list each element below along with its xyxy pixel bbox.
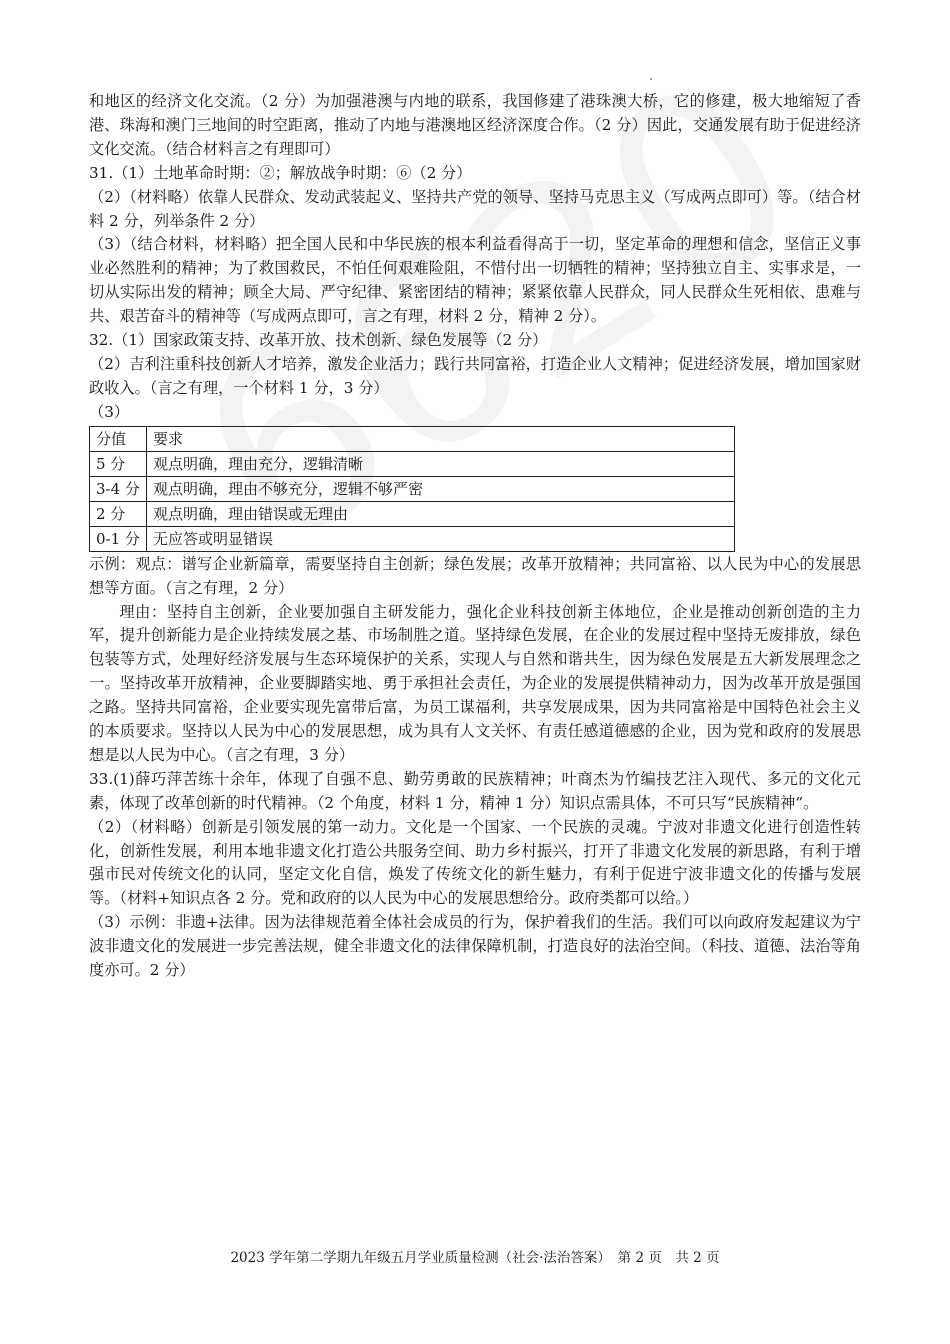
score-cell: 3-4 分 [90,476,147,501]
q33-3: （3）示例：非遗+法律。因为法律规范着全体社会成员的行为，保护着我们的生活。我们可以向政府发起建议为宁波非遗文化的发展进一步完善法规，健全非遗文化的法律保障机制，打造良好的法治空间。（科技、道德、法治等角度亦可。2 分） [89,913,861,980]
example-reason: 理由：坚持自主创新，企业要加强自主研发能力，强化企业科技创新主体地位，企业是推动创新创造的主力军，提升创新能力是企业持续发展之基、市场制胜之道。坚持绿色发展，在企业的发展过程中坚持无废排放，绿色包装等方式，处理好经济发展与生态环境保护的关系，实现人与自然和谐共生，因为绿色发展是五大新发展理念之一。坚持改革开放精神，企业要脚踏实地、勇于承担社会责任，为企业的发展提供精神动力，因为改革开放是强国之路。坚持共同富裕，企业要实现先富带后富，为员工谋福利，共享发展成果，因为共同富裕是中国特色社会主义的本质要求。坚持以人民为中心的发展思想，成为具有人文关怀、有责任感道德感的企业，因为党和政府的发展思想是以人民为中心。（言之有理，3 分） [89,602,861,764]
score-cell: 5 分 [90,451,147,476]
q31-2: （2）（材料略）依靠人民群众、发动武装起义、坚持共产党的领导、坚持马克思主义（写成两点即可）等。（结合材料 2 分，列举条件 2 分） [89,187,861,230]
table-header-cell: 分值 [90,426,147,451]
q33-2: （2）（材料略）创新是引领发展的第一动力。文化是一个国家、一个民族的灵魂。宁波对非遗文化进行创造性转化，创新性发展，利用本地非遗文化打造公共服务空间、助力乡村振兴，打开了非遗文化发展的新思路，有利于增强市民对传统文化的认同，坚定文化自信，焕发了传统文化的新生魅力，有利于促进宁波非遗文化的传播与发展等。（材料+知识点各 2 分。党和政府的以人民为中心的发展思想给分。政府类都可以给。） [89,817,861,908]
q32-3-label: （3） [89,402,130,421]
page-footer: 2023 学年第二学期九年级五月学业质量检测（社会·法治答案） 第 2 页 共 2 页 [230,1250,720,1266]
q32-1: 32.（1）国家政策支持、改革开放、技术创新、绿色发展等（2 分） [89,331,548,350]
table-row [90,501,735,526]
requirement-cell: 无应答或明显错误 [147,526,735,551]
score-cell: 0-1 分 [90,526,147,551]
requirement-cell: 观点明确，理由不够充分，逻辑不够严密 [147,476,735,501]
example-viewpoint: 示例：观点：谱写企业新篇章，需要坚持自主创新；绿色发展；改革开放精神；共同富裕、以人民为中心的发展思想等方面。（言之有理，2 分） [89,554,861,597]
requirement-cell: 观点明确，理由错误或无理由 [147,501,735,526]
table-row [90,451,735,476]
scan-dot [650,78,652,80]
requirement-cell: 观点明确，理由充分，逻辑清晰 [147,451,735,476]
q33-1: 33.(1)薛巧萍苦练十余年，体现了自强不息、勤劳勇敢的民族精神；叶商杰为竹编技艺注入现代、多元的文化元素，体现了改革创新的时代精神。（2 个角度，材料 1 分，精神 1 分）知识点需具体，不可只写“民族精神”。 [89,769,861,812]
q32-2: （2）吉利注重科技创新人才培养，激发企业活力；践行共同富裕，打造企业人文精神；促进经济发展，增加国家财政收入。（言之有理，一个材料 1 分，3 分） [89,354,861,397]
table-row [90,476,735,501]
score-cell: 2 分 [90,501,147,526]
q31-1: 31.（1）土地革命时期：②；解放战争时期：⑥（2 分） [89,163,472,182]
paragraph: 和地区的经济文化交流。（2 分）为加强港澳与内地的联系，我国修建了港珠澳大桥，它的修建，极大地缩短了香港、珠海和澳门三地间的时空距离，推动了内地与港澳地区经济深度合作。（2 分）因此，交通发展有助于促进经济文化交流。（结合材料言之有理即可） [89,92,861,158]
answer-content [89,90,861,983]
table-header-row [90,426,735,451]
table-header-cell: 要求 [147,426,735,451]
table-row [90,526,735,551]
scoring-table [89,426,735,552]
q31-3: （3）（结合材料，材料略）把全国人民和中华民族的根本利益看得高于一切，坚定革命的理想和信念，坚信正义事业必然胜利的精神；为了救国救民，不怕任何艰难险阻，不惜付出一切牺牲的精神；坚持独立自主、实事求是，一切从实际出发的精神；顾全大局、严守纪律、紧密团结的精神；紧紧依靠人民群众，同人民群众生死相依、患难与共、艰苦奋斗的精神等（写成两点即可，言之有理，材料 2 分，精神 2 分）。 [89,235,861,326]
